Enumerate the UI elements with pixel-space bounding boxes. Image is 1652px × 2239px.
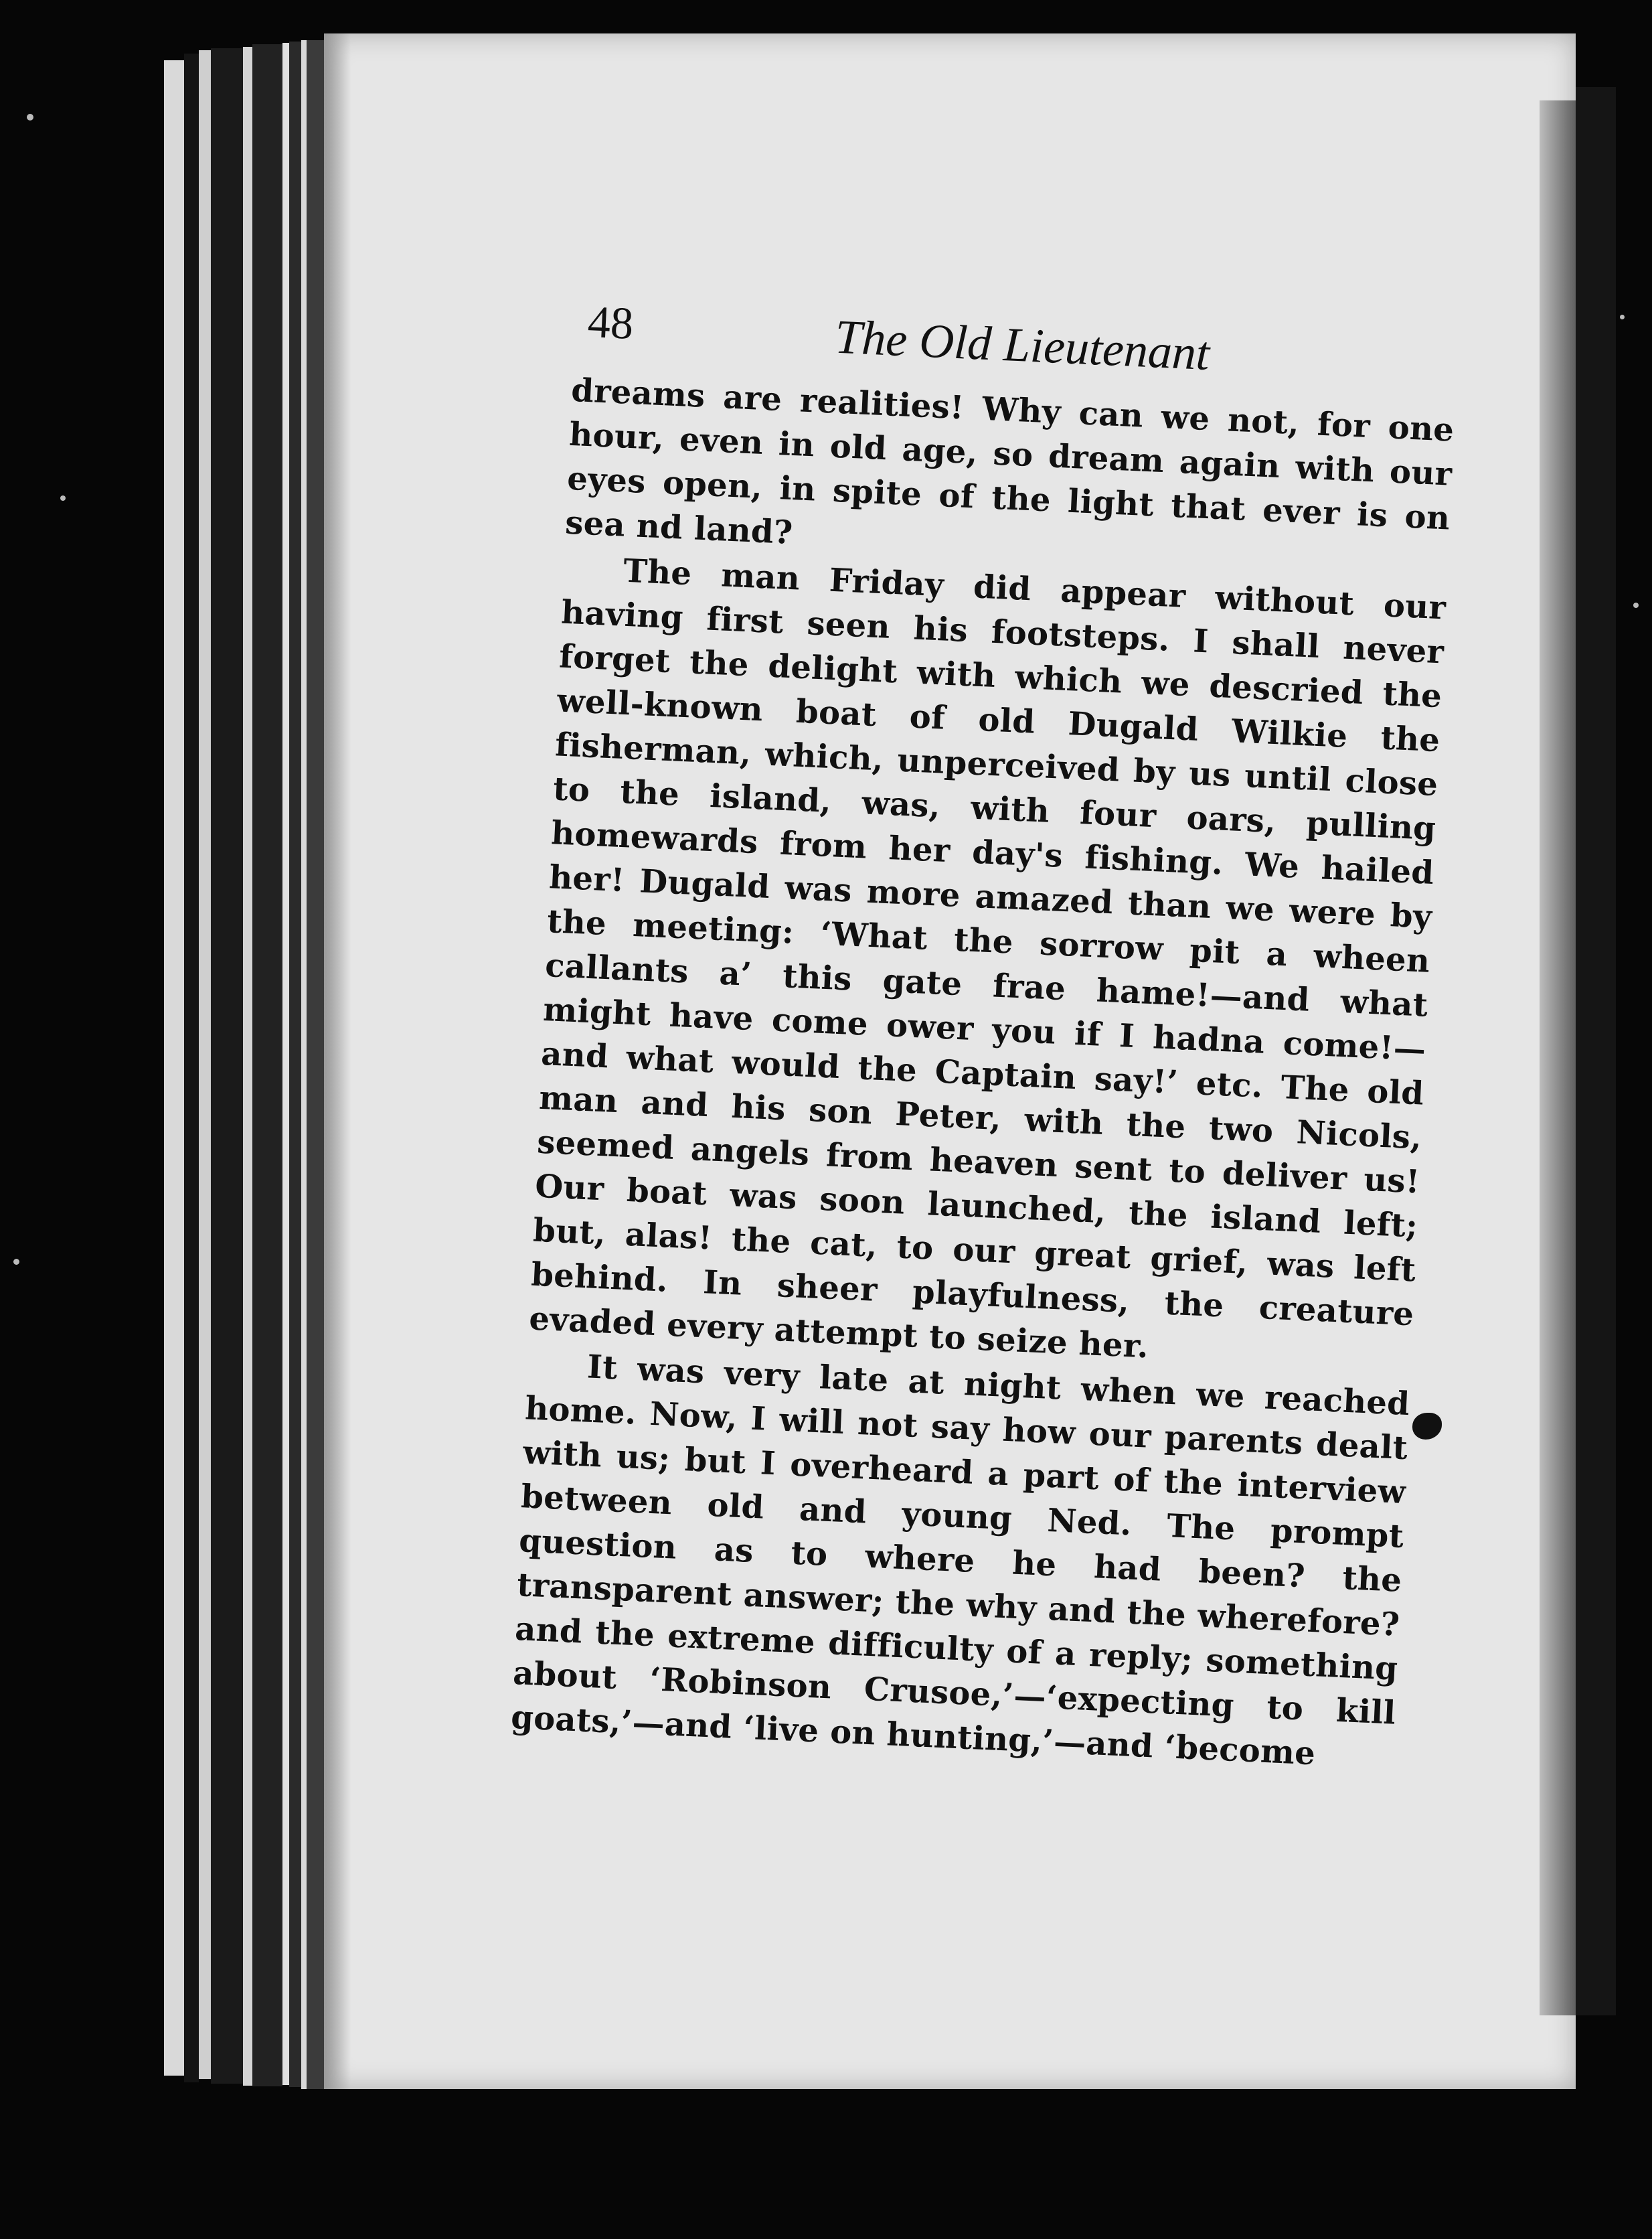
paragraph: dreams are realities! Why can we not, for one hour, even in old age, so dream again with our eyes open, in spite of the light that ever is on sea nd land? <box>564 371 1455 552</box>
running-title: The Old Lieutenant <box>833 309 1211 381</box>
paragraph: The man Friday did appear without our having first seen his footsteps. I shall never forget the delight with which we descried the well-known boat of old Dugald Wilkie the fisherman, which, unperceived by us until close to the island, was, with four oars, pulling homewards from her day's fishing. We hailed her! Dugald was more amazed than we were by the meeting: ‘What the sorrow pit a wheen callants a’ this gate frae hame!—and what might have come ower you if I hadna come!—and what would the Captain say!’ etc. The old man and his son Peter, with the two Nicols, seemed angels from heaven sent to deliver us! Our boat was soon launched, the island left; but, alas! the cat, to our great grief, was left behind. In sheer playfulness, the creature evaded every attempt to seize her. <box>528 552 1447 1366</box>
page-edge <box>252 44 282 2086</box>
paragraph: It was very late at night when we reached home. Now, I will not say how our parents dealt with us; but I overheard a part of the interview between old and young Ned. The prompt question as to where he had been? the transparent answer; the why and the wherefore? and the extreme difficulty of a reply; something about ‘Robinson Crusoe,’—‘expecting to kill goats,’—and ‘live on hunting,’—and ‘become <box>510 1348 1411 1773</box>
page-edge <box>164 60 184 2076</box>
page-edge <box>199 50 211 2079</box>
page-edge <box>289 42 301 2087</box>
page-edge <box>282 43 289 2085</box>
body-text <box>510 368 1455 1780</box>
dust-speck <box>1633 603 1639 608</box>
page-edge <box>307 40 324 2089</box>
dust-speck <box>1620 315 1625 319</box>
gutter-shadow <box>324 33 351 2089</box>
dust-speck <box>13 1259 19 1265</box>
page-edge <box>301 40 307 2089</box>
page-edge <box>243 47 252 2086</box>
dust-speck <box>60 495 66 501</box>
page-edge <box>211 48 243 2084</box>
right-shadow <box>1576 87 1616 2015</box>
dust-speck <box>27 114 33 121</box>
right-page-edge <box>1540 100 1580 2015</box>
text-block <box>510 295 1459 1780</box>
page-edge <box>184 54 199 2082</box>
page-number: 48 <box>586 295 635 349</box>
